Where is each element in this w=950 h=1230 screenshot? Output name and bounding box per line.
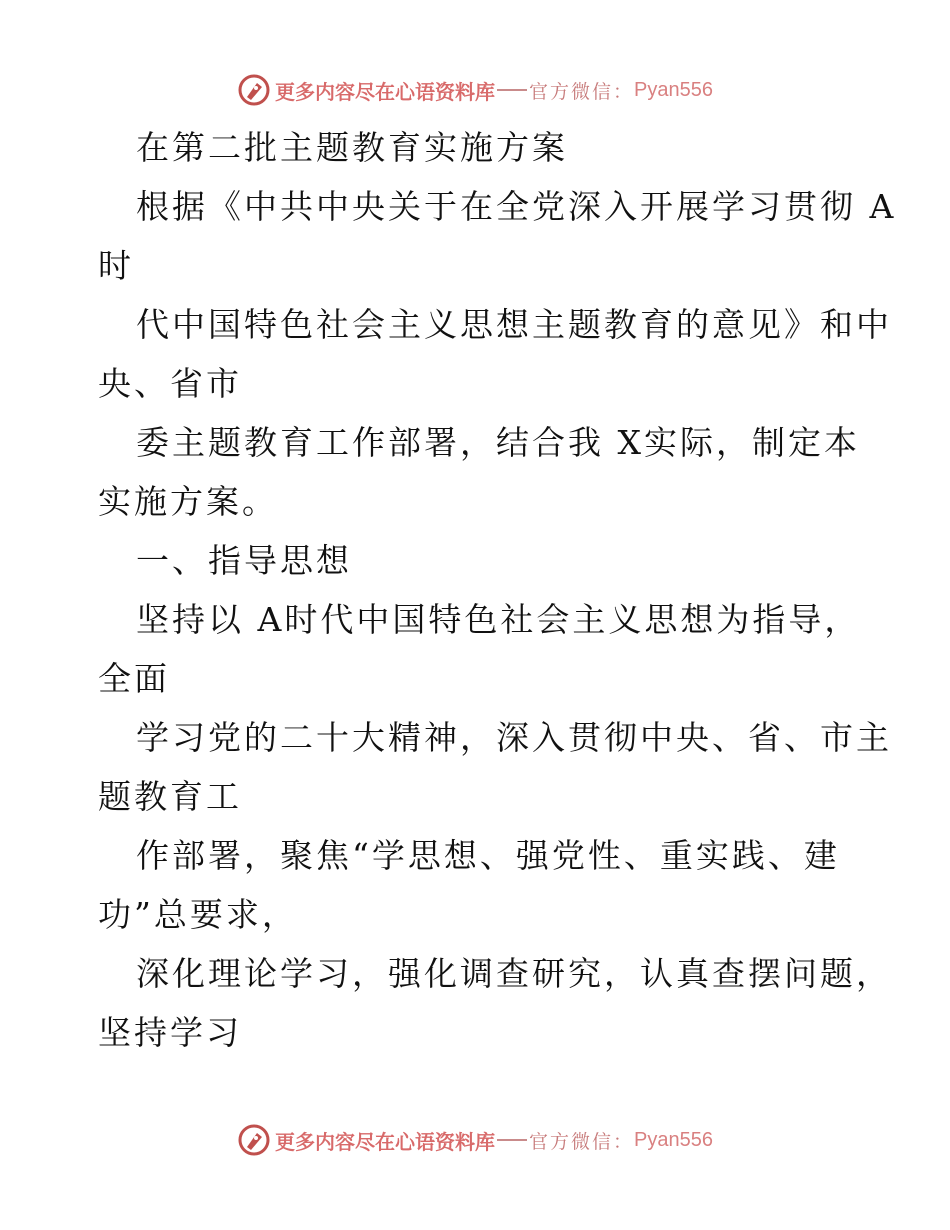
paragraph-line: 央、省市 [98, 364, 242, 403]
watermark-official-label: 官方微信： [529, 80, 635, 103]
paragraph-line: 根据《中共中央关于在全党深入开展学习贯彻 A [136, 187, 897, 226]
section-heading: 一、指导思想 [136, 541, 352, 580]
paragraph-line: 时 [98, 246, 134, 285]
footer-watermark [0, 1120, 950, 1160]
watermark-wechat-id: Pyan556 [634, 1128, 713, 1151]
watermark-brand-text: 更多内容尽在心语资料库 [275, 79, 495, 104]
header-watermark [0, 70, 950, 110]
document-body [98, 118, 897, 1062]
paragraph-line: 作部署，聚焦“学思想、强党性、重实践、建 [136, 836, 840, 875]
paragraph-line: 实施方案。 [98, 482, 278, 521]
paragraph-line: 全面 [98, 659, 170, 698]
pen-nib-logo-icon [237, 73, 271, 107]
pen-nib-logo-icon [237, 1123, 271, 1157]
watermark-wechat-id: Pyan556 [634, 78, 713, 101]
watermark-brand-text: 更多内容尽在心语资料库 [275, 1129, 495, 1154]
paragraph-line: 坚持以 A时代中国特色社会主义思想为指导， [136, 600, 861, 639]
watermark-dash [497, 89, 527, 91]
paragraph-line: 题教育工 [98, 777, 242, 816]
paragraph-line: 功”总要求， [98, 895, 298, 934]
watermark-dash [497, 1139, 527, 1141]
paragraph-line: 委主题教育工作部署，结合我 X实际，制定本 [136, 423, 860, 462]
paragraph-line: 深化理论学习，强化调查研究，认真查摆问题， [136, 954, 892, 993]
paragraph-line: 代中国特色社会主义思想主题教育的意见》和中 [136, 305, 892, 344]
paragraph-line: 坚持学习 [98, 1013, 242, 1052]
paragraph-line: 学习党的二十大精神，深入贯彻中央、省、市主 [136, 718, 892, 757]
document-title: 在第二批主题教育实施方案 [136, 128, 568, 167]
watermark-official-label: 官方微信： [529, 1130, 635, 1153]
